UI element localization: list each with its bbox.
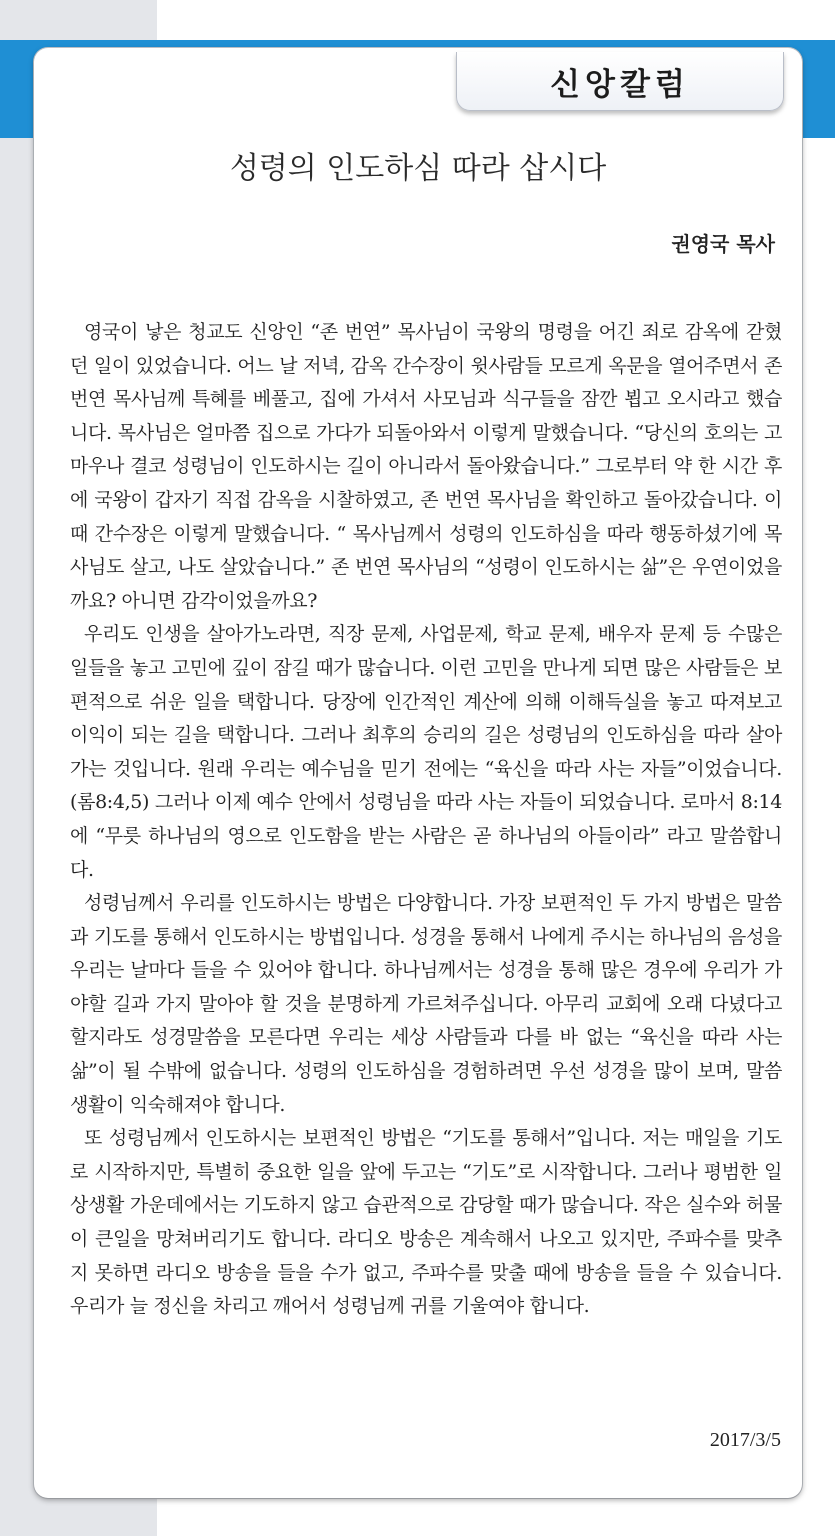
publish-date: 2017/3/5 bbox=[709, 1429, 781, 1451]
article-title: 성령의 인도하심 따라 삽시다 bbox=[229, 151, 607, 186]
body-paragraph: 성령님께서 우리를 인도하시는 방법은 다양합니다. 가장 보편적인 두 가지 방법은 말씀과 기도를 통해서 인도하시는 방법입니다. 성경을 통해서 나에게 주시는 하나님의 음성을 우리는 날마다 들을 수 있어야 합니다. 하나님께서는 성경을 통해 많은 경우에 우리가 가야할 길과 가지 말아야 할 것을 분명하게 가르쳐주십니다. 아무리 교회에 오래 다녔다고 할지라도 성경말씀을 모른다면 우리는 세상 사람들과 다를 바 없는 “육신을 따라 사는 삶”이 될 수밖에 없습니다. 성령의 인도하심을 경험하려면 우선 성경을 많이 보며, 말씀 생활이 익숙해져야 합니다. bbox=[70, 892, 782, 1116]
body-paragraph: 또 성령님께서 인도하시는 보편적인 방법은 “기도를 통해서”입니다. 저는 매일을 기도로 시작하지만, 특별히 중요한 일을 앞에 두고는 “기도”로 시작합니다. 그러나 평범한 일상생활 가운데에서는 기도하지 않고 습관적으로 감당할 때가 많습니다. 작은 실수와 허물이 큰일을 망쳐버리기도 합니다. 라디오 방송은 계속해서 나오고 있지만, 주파수를 맞추지 못하면 라디오 방송을 들을 수가 없고, 주파수를 맞출 때에 방송을 들을 수 있습니다. 우리가 늘 정신을 차리고 깨어서 성령님께 귀를 기울여야 합니다. bbox=[70, 1127, 782, 1318]
body-paragraph: 우리도 인생을 살아가노라면, 직장 문제, 사업문제, 학교 문제, 배우자 문제 등 수많은 일들을 놓고 고민에 깊이 잠길 때가 많습니다. 이런 고민을 만나게 되면 많은 사람들은 보편적으로 쉬운 일을 택합니다. 당장에 인간적인 계산에 의해 이해득실을 놓고 따져보고 이익이 되는 길을 택합니다. 그러나 최후의 승리의 길은 성령님의 인도하심을 따라 살아가는 것입니다. 원래 우리는 예수님을 믿기 전에는 “육신을 따라 사는 자들”이었습니다. (롬8:4,5) 그러나 이제 예수 안에서 성령님을 따라 사는 자들이 되었습니다. 로마서 8:14에 “무릇 하나님의 영으로 인도함을 받는 사람은 곧 하나님의 아들이라” 라고 말씀합니다. bbox=[70, 623, 782, 881]
article-body bbox=[70, 316, 782, 1324]
section-label: 신앙칼럼 bbox=[550, 66, 690, 103]
section-tab bbox=[456, 52, 784, 111]
article-author: 권영국 목사 bbox=[671, 232, 775, 256]
body-paragraph: 영국이 낳은 청교도 신앙인 “존 번연” 목사님이 국왕의 명령을 어긴 죄로 감옥에 갇혔던 일이 있었습니다. 어느 날 저녁, 감옥 간수장이 윗사람들 모르게 옥문을 열어주면서 존 번연 목사님께 특혜를 베풀고, 집에 가셔서 사모님과 식구들을 잠깐 뵙고 오시라고 했습니다. 목사님은 얼마쯤 집으로 가다가 되돌아와서 이렇게 말했습니다. “당신의 호의는 고마우나 결코 성령님이 인도하시는 길이 아니라서 돌아왔습니다.” 그로부터 약 한 시간 후에 국왕이 갑자기 직접 감옥을 시찰하였고, 존 번연 목사님을 확인하고 돌아갔습니다. 이 때 간수장은 이렇게 말했습니다. “ 목사님께서 성령의 인도하심을 따라 행동하셨기에 목사님도 살고, 나도 살았습니다.” 존 번연 목사님의 “성령이 인도하시는 삶”은 우연이었을까요? 아니면 감각이었을까요? bbox=[70, 321, 782, 612]
